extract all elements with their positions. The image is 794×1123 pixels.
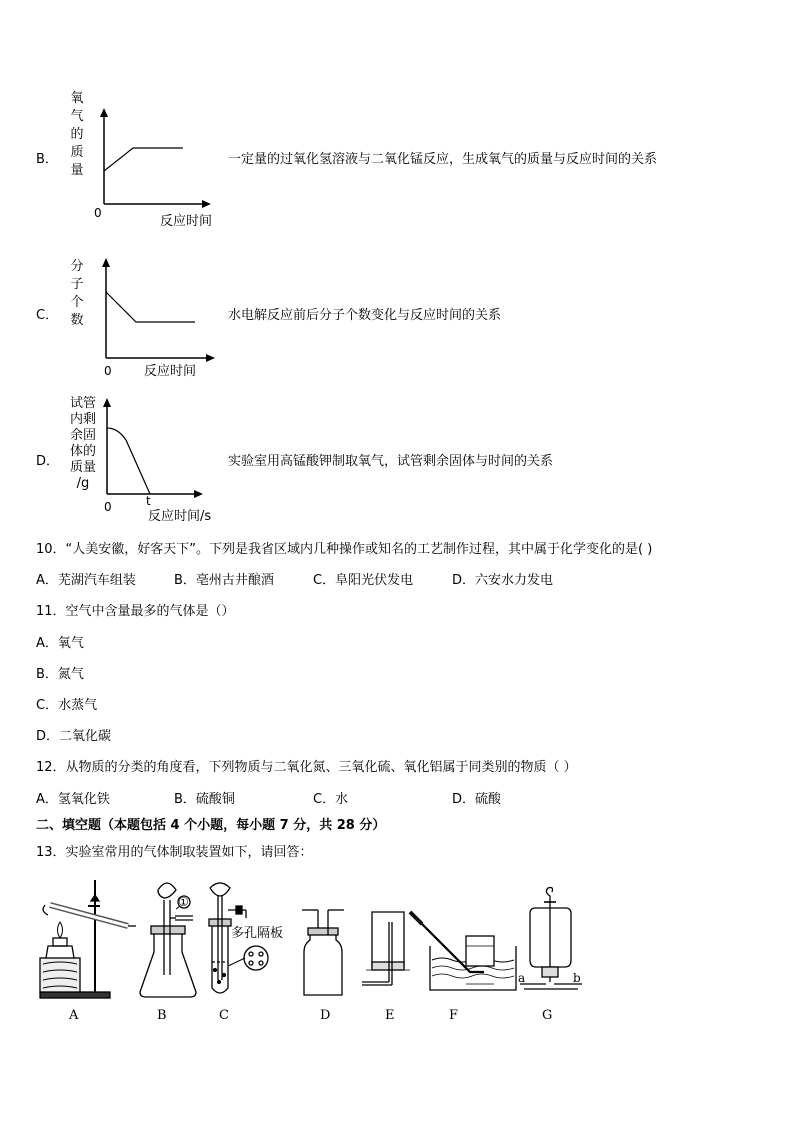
graph-c-description: 水电解反应前后分子个数变化与反应时间的关系 <box>228 308 502 323</box>
question-13-stem: 13．实验室常用的气体制取装置如下，请回答： <box>36 845 313 860</box>
option-letter-b: B． <box>36 152 58 167</box>
q10-option-d: D．六安水力发电 <box>452 573 554 588</box>
apparatus-f <box>410 912 516 990</box>
graph-b-origin: 0 <box>94 206 102 220</box>
option-letter-d: D． <box>36 454 60 469</box>
apparatus-label-g: G <box>542 1008 553 1023</box>
apparatus-d <box>302 910 344 995</box>
apparatus-e <box>362 912 410 985</box>
q11-option-d: D．二氧化碳 <box>36 729 112 744</box>
apparatus-label-f: F <box>449 1008 459 1023</box>
circle-label-1: ① <box>178 895 189 909</box>
q12-option-b: B．硫酸铜 <box>174 792 235 807</box>
graph-b-description: 一定量的过氧化氢溶液与二氧化锰反应，生成氧气的质量与反应时间的关系 <box>228 152 658 167</box>
q12-option-c: C．水 <box>313 792 349 807</box>
port-a-label: a <box>518 971 526 985</box>
graph-d-ylabel: 试管 内剩 余固 体的 质量 /g <box>69 396 96 491</box>
apparatus-label-e: E <box>385 1008 395 1023</box>
graph-d-xlabel: 反应时间/s <box>148 509 212 524</box>
apparatus-label-a: A <box>69 1008 79 1023</box>
graph-c-xlabel: 反应时间 <box>144 364 197 379</box>
porous-plate-label: 多孔隔板 <box>231 926 284 941</box>
q10-option-c: C．阜阳光伏发电 <box>313 573 414 588</box>
graph-b-xlabel: 反应时间 <box>160 214 213 229</box>
question-12-stem: 12．从物质的分类的角度看，下列物质与二氧化氮、三氧化硫、氧化铝属于同类别的物质（ ） <box>36 760 577 775</box>
graph-c-ylabel: 分 子 个 数 <box>70 259 84 328</box>
section-2-title: 二、填空题（本题包括 4 个小题，每小题 7 分，共 28 分） <box>36 818 386 833</box>
apparatus-a <box>40 880 136 998</box>
graph-d-description: 实验室用高锰酸钾制取氧气，试管剩余固体与时间的关系 <box>228 454 554 469</box>
graph-c-origin: 0 <box>104 364 112 378</box>
q12-option-d: D．硫酸 <box>452 792 502 807</box>
q11-option-b: B．氮气 <box>36 667 84 682</box>
apparatus-label-c: C <box>219 1008 229 1023</box>
q11-option-a: A．氧气 <box>36 636 84 651</box>
apparatus-label-b: B <box>157 1008 167 1023</box>
option-letter-c: C． <box>36 308 59 323</box>
question-11-stem: 11．空气中含量最多的气体是（） <box>36 604 235 619</box>
question-10-stem: 10．“人美安徽，好客天下”。下列是我省区域内几种操作或知名的工艺制作过程，其中属于化学变化的是( ) <box>36 542 653 557</box>
graph-b-ylabel: 氧 气 的 质 量 <box>70 91 84 178</box>
q12-option-a: A．氢氧化铁 <box>36 792 110 807</box>
q10-option-a: A．芜湖汽车组装 <box>36 573 136 588</box>
graph-d-t-mark: t <box>146 494 151 508</box>
q10-option-b: B．亳州古井酿酒 <box>174 573 274 588</box>
apparatus-label-d: D <box>320 1008 331 1023</box>
graph-d-origin: 0 <box>104 500 112 514</box>
port-b-label: b <box>573 971 581 985</box>
q11-option-c: C．水蒸气 <box>36 698 98 713</box>
